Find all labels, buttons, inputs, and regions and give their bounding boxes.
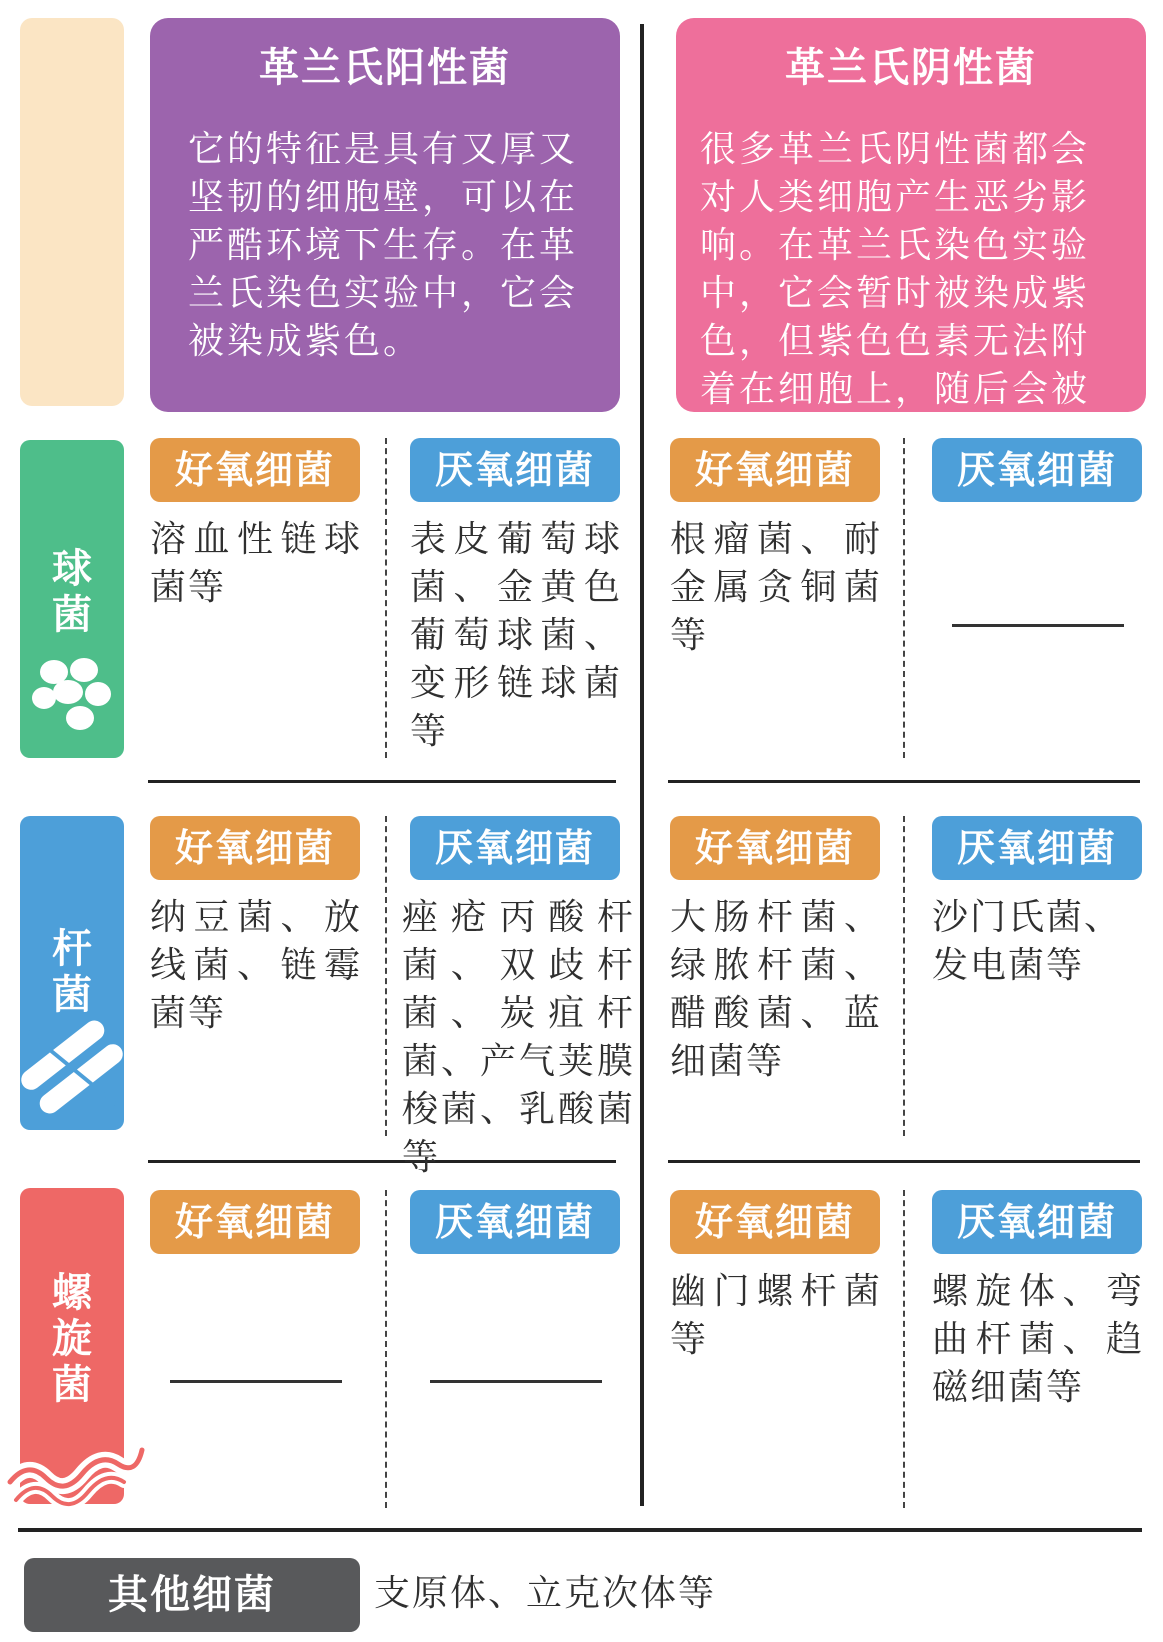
- badge-aerobic: 好氧细菌: [670, 1190, 880, 1254]
- rod-bacteria-icon: [16, 1012, 128, 1122]
- badge-aerobic: 好氧细菌: [670, 438, 880, 502]
- cocci-gp-aerobic: 溶血性链球菌等: [150, 519, 362, 608]
- row-label-bacilli: [20, 816, 124, 1130]
- dashed-divider: [385, 438, 387, 758]
- gram-negative-card: [676, 18, 1146, 458]
- gram-negative-description: 很多革兰氏阴性菌都会对人类细胞产生恶劣影响。在革兰氏染色实验中，它会暂时被染成紫色，但紫色色素无法附着在细胞上，随后会被 而呈红色。: [700, 129, 1091, 458]
- dashed-divider: [385, 816, 387, 1136]
- badge-anaerobic: 厌氧细菌: [410, 1190, 620, 1254]
- row-divider: [668, 780, 1140, 783]
- bacilli-gp-anaerobic: 痤疮丙酸杆菌、双歧杆菌、炭疽杆菌、产气荚膜梭菌、乳酸菌等: [402, 897, 634, 1178]
- dashed-divider: [903, 438, 905, 758]
- dashed-divider: [385, 1190, 387, 1508]
- footer-divider: [18, 1528, 1142, 1532]
- badge-anaerobic: 厌氧细菌: [932, 1190, 1142, 1254]
- gram-positive-card: [150, 18, 620, 412]
- cocci-gn-aerobic: 根瘤菌、耐金属贪铜菌等: [670, 519, 882, 656]
- other-bacteria-text: 支原体、立克次体等: [374, 1573, 717, 1614]
- badge-aerobic: 好氧细菌: [150, 1190, 360, 1254]
- bacilli-gp-aerobic: 纳豆菌、放线菌、链霉菌等: [150, 897, 362, 1034]
- badge-aerobic: 好氧细菌: [150, 438, 360, 502]
- row-label-cocci-text: 球菌: [52, 546, 92, 638]
- spiral-bacteria-icon: [0, 1416, 150, 1512]
- badge-anaerobic: 厌氧细菌: [932, 816, 1142, 880]
- row-divider: [668, 1160, 1140, 1163]
- gram-positive-title: 革兰氏阳性菌: [259, 45, 511, 91]
- row-divider: [148, 780, 616, 783]
- cocci-gn-anaerobic-blank: [952, 624, 1124, 627]
- bacilli-gn-anaerobic: 沙门氏菌、发电菌等: [932, 897, 1123, 986]
- badge-anaerobic: 厌氧细菌: [932, 438, 1142, 502]
- row-label-bacilli-text: 杆菌: [52, 926, 92, 1018]
- gram-negative-title: 革兰氏阴性菌: [785, 45, 1037, 91]
- dashed-divider: [903, 816, 905, 1136]
- corner-block: [20, 18, 124, 406]
- dashed-divider: [903, 1190, 905, 1508]
- center-divider: [640, 24, 644, 1506]
- spirilla-gp-aerobic-blank: [170, 1380, 342, 1383]
- spirilla-gn-anaerobic: 螺旋体、弯曲杆菌、趋磁细菌等: [932, 1271, 1144, 1408]
- row-label-spirilla-text: 螺旋菌: [52, 1270, 92, 1408]
- badge-aerobic: 好氧细菌: [150, 816, 360, 880]
- gram-positive-description: 它的特征是具有又厚又坚韧的细胞壁，可以在严酷环境下生存。在革兰氏染色实验中，它会被染成紫色。: [188, 129, 579, 362]
- row-label-cocci: [20, 440, 124, 758]
- bacilli-gn-aerobic: 大肠杆菌、绿脓杆菌、醋酸菌、蓝细菌等: [670, 897, 882, 1082]
- other-bacteria-badge: 其他细菌: [24, 1558, 360, 1632]
- spirilla-gp-anaerobic-blank: [430, 1380, 602, 1383]
- cocci-cluster-icon: [30, 652, 116, 738]
- badge-anaerobic: 厌氧细菌: [410, 438, 620, 502]
- badge-aerobic: 好氧细菌: [670, 816, 880, 880]
- cocci-gp-anaerobic: 表皮葡萄球菌、金黄色葡萄球菌、变形链球菌等: [410, 519, 622, 752]
- spirilla-gn-aerobic: 幽门螺杆菌等: [670, 1271, 882, 1360]
- badge-anaerobic: 厌氧细菌: [410, 816, 620, 880]
